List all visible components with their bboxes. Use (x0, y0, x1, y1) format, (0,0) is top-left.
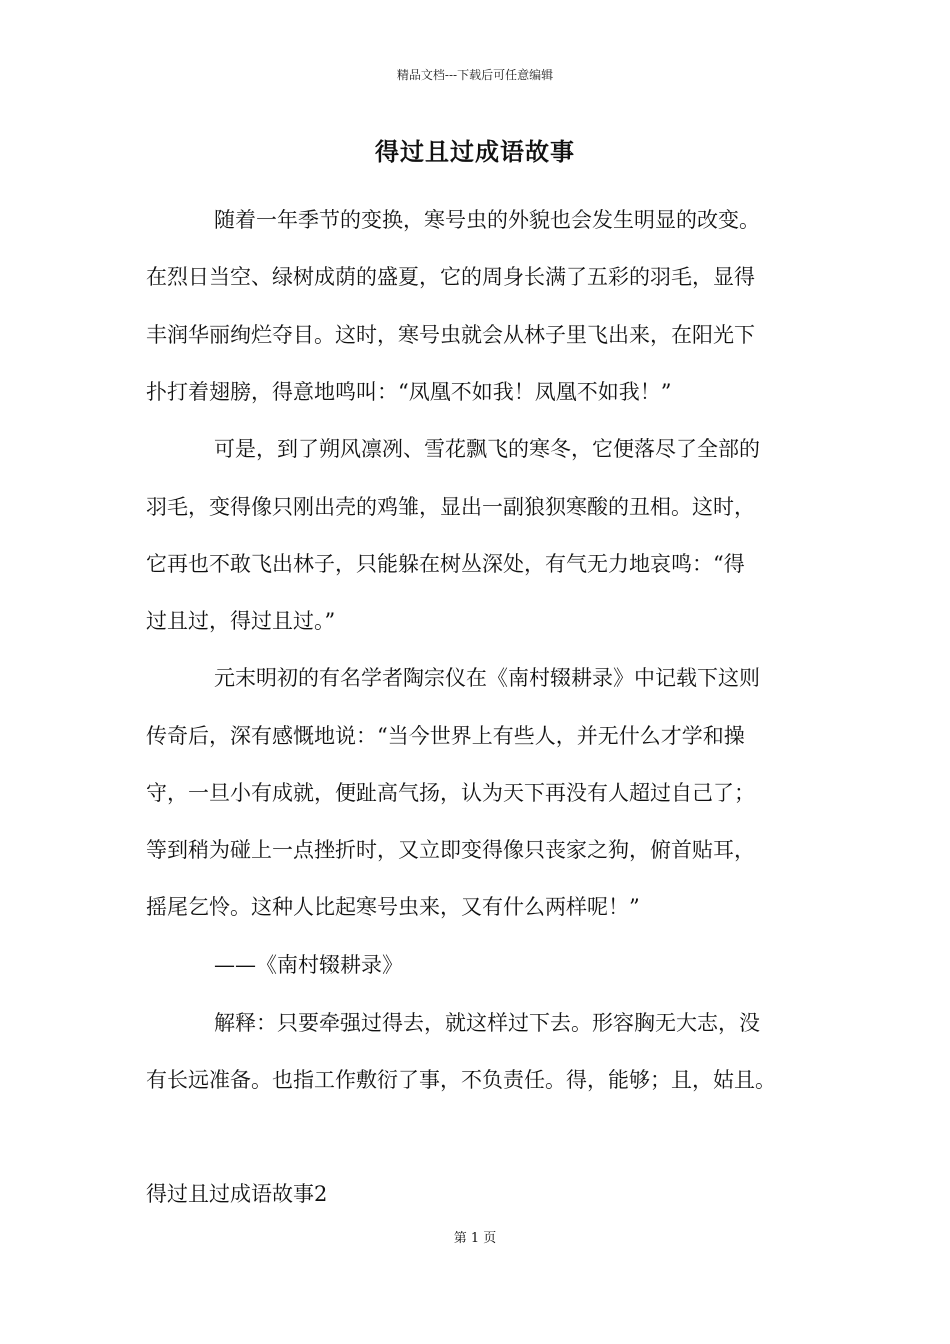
text-line: 解释：只要牵强过得去，就这样过下去。形容胸无大志，没 (214, 1011, 760, 1035)
section-title: 得过且过成语故事2 (146, 1182, 328, 1206)
header-note: 精品文档---下载后可任意编辑 (396, 68, 554, 82)
text-line: 丰润华丽绚烂夺目。这时，寒号虫就会从林子里飞出来，在阳光下 (146, 323, 755, 347)
page-title: 得过且过成语故事 (375, 137, 575, 166)
text-line: 随着一年季节的变换，寒号虫的外貌也会发生明显的改变。 (214, 208, 760, 232)
text-line: 羽毛，变得像只刚出壳的鸡雏，显出一副狼狈寒酸的丑相。这时， (146, 495, 755, 519)
text-line: 扑打着翅膀，得意地鸣叫：“凤凰不如我！凤凰不如我！” (146, 380, 672, 404)
text-line: 有长远准备。也指工作敷衍了事，不负责任。得，能够；且，姑且。 (146, 1068, 776, 1092)
text-line: 等到稍为碰上一点挫折时，又立即变得像只丧家之狗，俯首贴耳， (146, 838, 755, 862)
page-number: 第 1 页 (453, 1231, 497, 1246)
text-line: 摇尾乞怜。这种人比起寒号虫来，又有什么两样呢！” (146, 895, 640, 919)
text-line: 在烈日当空、绿树成荫的盛夏，它的周身长满了五彩的羽毛，显得 (146, 265, 755, 289)
text-line: 元末明初的有名学者陶宗仪在《南村辍耕录》中记载下这则 (214, 666, 760, 690)
text-line: 它再也不敢飞出林子，只能躲在树丛深处，有气无力地哀鸣：“得 (146, 552, 745, 576)
text-line: 传奇后，深有感慨地说：“当今世界上有些人，并无什么才学和操 (146, 724, 745, 748)
source-citation: ——《南村辍耕录》 (214, 953, 403, 977)
text-line: 守，一旦小有成就，便趾高气扬，认为天下再没有人超过自己了； (146, 781, 755, 805)
text-line: 可是，到了朔风凛冽、雪花飘飞的寒冬，它便落尽了全部的 (214, 437, 760, 461)
text-line: 过且过，得过且过。” (146, 609, 336, 633)
